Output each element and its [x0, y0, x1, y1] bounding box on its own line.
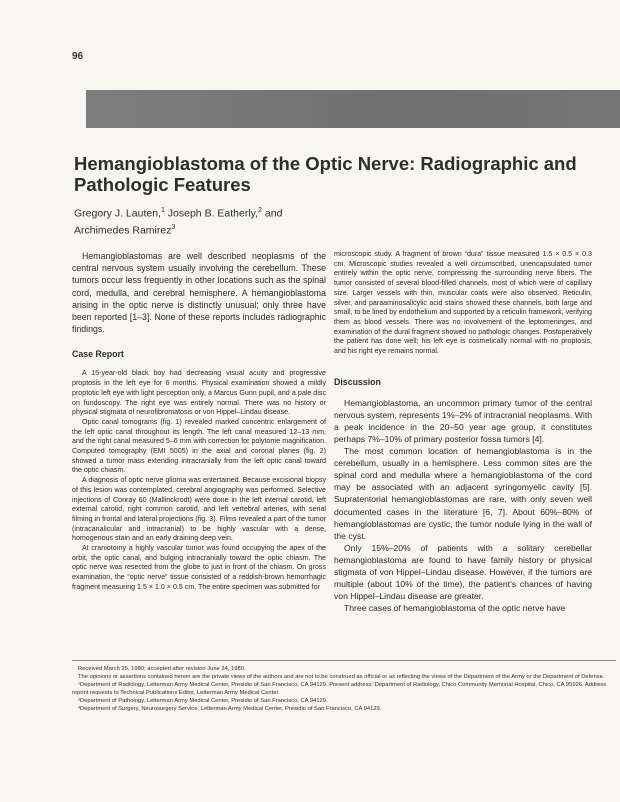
case-continuation-paragraph: microscopic study. A fragment of brown “dura” tissue measured 1.5 × 0.5 × 0.3 cm. Microscopic studies revealed a well circumscribed, unencapsulated tumor entirely within the optic nerve, compressing the surrounding nerve fibers. The tumor consisted of several blood-filled channels, most of which were of capillary size. Larger vessels with thin, muscular coats were also observed. Reticulin, silver, and paraaminosalicylic acid stains showed these channels, both large and small, to be lined by endothelium and supported by a reticulin framework, verifying them as blood vessels. There was no involvement of the leptomeninges, and examination of the dural fragment showed no pathologic changes. Postoperatively the patient has done well; his left eye is cosmetically normal with no proptosis, and his right eye remains normal. [334, 250, 592, 356]
case-paragraph: A diagnosis of optic nerve glioma was entertained. Because excisional biopsy of this lesion was contemplated, cerebral angiography was performed. Selective injections of Conray 60 (Mallinckrodt) were done in the left internal carotid, left external carotid, right common carotid, and left vertebral arteries, with serial filming in frontal and lateral projections (fig. 3). Films revealed a part of the tumor (intracanalicular and intracranial) to be highly vascular with a dense, homogenous stain and an early draining deep vein. [72, 476, 326, 543]
author-3: Archimedes Ramirez [74, 224, 172, 237]
author-3-affiliation-mark: 3 [171, 224, 176, 231]
case-paragraph: At craniotomy a highly vascular tumor was found occupying the apex of the orbit, the optic canal, and bulging intracranially toward the optic chiasm. The optic nerve was resected from the globe to just in front of the chiasm. On gross examination, the “optic nerve” tissue consisted of a reddish-brown hemorrhagic fragment measuring 1.5 × 1.0 × 0.5 cm. The entire specimen was submitted for [72, 544, 326, 591]
discussion-paragraph: Three cases of hemangioblastoma of the optic nerve have [344, 603, 566, 614]
case-paragraph: A 15-year-old black boy had decreasing visual acuity and progressive proptosis in the left eye for 6 months. Physical examination showed a mildly proptotic left eye with light perception only, a Marcus Gunn pupil, and a pale disc on fundoscopy. The right eye was entirely normal. There was no history or physical stigmata of neurofibromatosis or von Hippel–Lindau disease. [72, 369, 326, 417]
header-band [86, 90, 620, 128]
right-column [334, 250, 592, 614]
discussion-heading: Discussion [334, 376, 381, 387]
footnote-affiliation-3: ³Department of Surgery, Neurosurgery Service, Letterman Army Medical Center, Presidio of San Francisco, CA 94129. [78, 706, 382, 713]
page-number: 96 [72, 51, 84, 62]
footnote-disclaimer: The opinions or assertions contained herein are the private views of the authors and are not to be construed as official or as reflecting the views of the Department of the Army or the Department of Defense. [78, 674, 605, 681]
author-conjunction: and [261, 207, 283, 220]
author-2: Joseph B. Eatherly, [164, 207, 259, 220]
author-1-affiliation-mark: 1 [160, 207, 165, 214]
discussion-paragraph: Only 15%–20% of patients with a solitary cerebellar hemangioblastoma are found to have family history or physical stigmata of von Hippel–Lindau disease. However, if the tumors are multiple (about 10% of the time), the patient’s chances of having von Hippel–Lindau disease are greater. [334, 542, 592, 602]
case-paragraph: Optic canal tomograms (fig. 1) revealed marked concentric enlargement of the left optic canal throughout its length. The left canal measured 12–13 mm, and the right canal measured 5–6 mm with correction for polytome magnification. Computed tomography (EMI 5005) in the axial and coronal planes (fig. 2) showed a tumor mass extending intracranially from the left optic canal toward the optic chiasm. [72, 417, 326, 475]
abstract-paragraph: Hemangioblastomas are well described neoplasms of the central nervous system usually involving the cerebellum. These tumors occur less frequently in other locations such as the spinal cord, medulla, and cerebral hemisphere. A hemangioblastoma arising in the optic nerve is distinctly unusual; only three have been reported [1–3]. None of these reports includes radiographic findings. [72, 251, 326, 335]
footnote-received: Received March 25, 1980; accepted after revision June 24, 1980. [78, 666, 246, 672]
case-report-heading: Case Report [72, 349, 124, 360]
discussion-paragraph: The most common location of hemangioblastoma is in the cerebellum, usually in a hemisphere. Less common sites are the spinal cord and medulla where a hemangioblastoma of the cord may be associated with an adjacent syringomyelic cavity [5]. Supratentorial hemangioblastomas are rare, with only seven well documented cases in the literature [6, 7]. About 60%–80% of hemangioblastomas are cystic, the tumor nodule lying in the wall of the cyst. [334, 446, 592, 541]
footnote-affiliation-2: ²Department of Pathology, Letterman Army Medical Center, Presidio of San Francisco, CA 94129. [78, 698, 328, 705]
left-column [72, 250, 326, 593]
article-title: Hemangioblastoma of the Optic Nerve: Radiographic and Pathologic Features [74, 153, 577, 195]
author-list [74, 204, 374, 238]
author-2-affiliation-mark: 2 [258, 207, 262, 214]
footnotes [72, 660, 616, 714]
footnote-affiliation-1: ¹Department of Radiology, Letterman Army Medical Center, Presidio of San Francisco, CA 94129. Present address: Department of Radiology, Chico Community Memorial Hospital, Chico, CA 95926. Address reprint requests to Technical Publications Editor, Letterman Army Medical Center. [72, 682, 607, 697]
discussion-paragraph: Hemangioblastoma, an uncommon primary tumor of the central nervous system, represents 1%–2% of intracranial neoplasms. With a peak incidence in the 20–50 year age group, it constitutes perhaps 7%–10% of primary posterior fossa tumors [4]. [334, 397, 592, 445]
author-1: Gregory J. Lauten, [74, 207, 161, 220]
